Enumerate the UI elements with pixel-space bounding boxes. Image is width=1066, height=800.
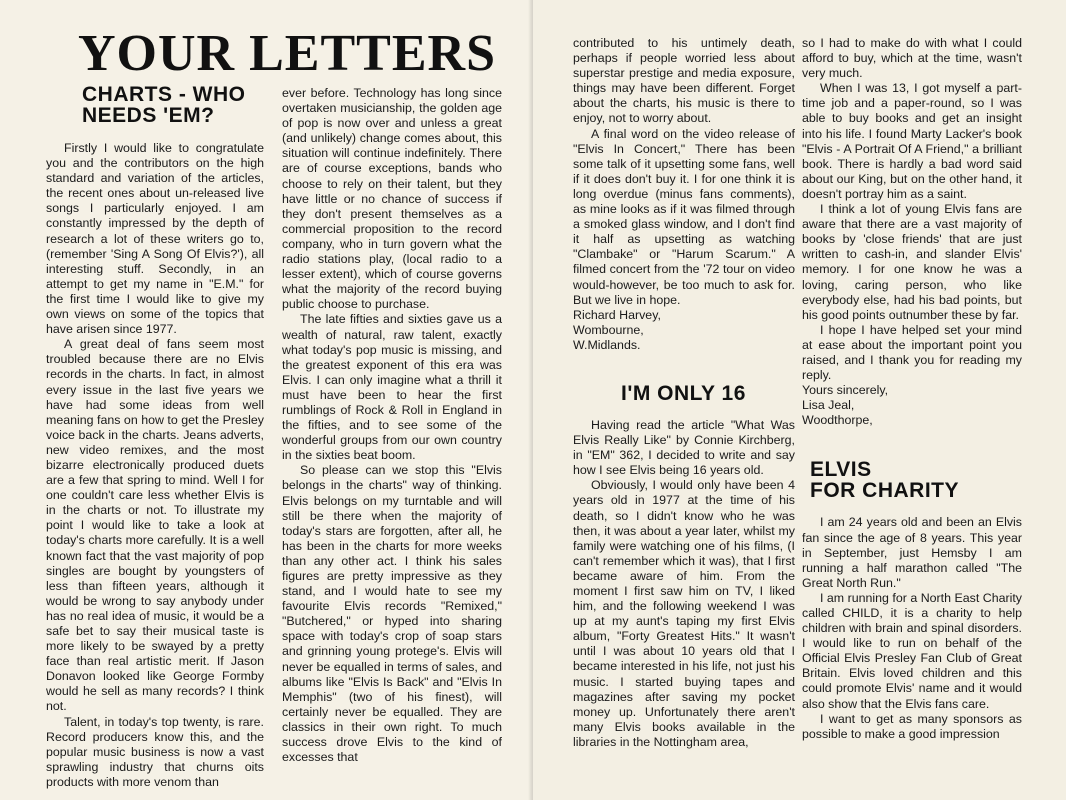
- paragraph: contributed to his untimely death, perhaps if people worried less about superstar prestige and media exposure, things may have been different. Forget about the charts, his music is there to enjoy, not to worry about.: [573, 36, 795, 126]
- letter-1-heading: CHARTS - WHO NEEDS 'EM?: [82, 83, 246, 127]
- paragraph: Talent, in today's top twenty, is rare. Record producers know this, and the popular music business is now a vast sprawling industry that churns oits products with more venom than: [46, 714, 264, 789]
- letter-2-heading: I'M ONLY 16: [621, 381, 746, 405]
- paragraph: so I had to make do with what I could afford to buy, which at the time, wasn't very much.: [802, 36, 1022, 81]
- paragraph: A great deal of fans seem most troubled because there are no Elvis records in the charts. In fact, in almost every issue in the last five years we have had some ideas from well meaning fans on how to get the Presley voice back in the charts. Jeans adverts, new video remixes, and the most bizarre electronically produced duets are a few that spring to mind. Well I for one couldn't care less whether Elvis is in the charts or not. To illustrate my point I would like to take a look at today's charts more carefully. It is a well known fact that the vast majority of pop singles are bought by youngsters of less than fifteen years, although it would be wrong to say anybody under has no real idea of music, it would be a safe bet to say their musical taste is more likely to be swayed by a pretty face than real artistic merit. If Jason Donavon looked like George Formby would he sell as many records? I think not.: [46, 337, 264, 714]
- paragraph: So please can we stop this "Elvis belongs in the charts" way of thinking. Elvis belongs on my turntable and will still be there when the majority of today's stars are forgotten, after all, he has been in the charts for more weeks than any other act. I think his sales figures are pretty impressive as they stand, and I would hate to see my favourite Elvis records "Remixed," "Butchered," or hyped into sharing space with today's crop of soap stars and grinning young protege's. Elvis will never be equalled in terms of sales, and albums like "Elvis Is Back" and "Elvis In Memphis" (two of his finest), will certainly never be equalled. They are classics in their own right. To much success drove Elvis to the kind of excesses that: [282, 463, 502, 765]
- signature-line: Wombourne,: [573, 322, 644, 337]
- column-1: [46, 84, 264, 790]
- page-title: YOUR LETTERS: [78, 25, 496, 82]
- signature-line: W.Midlands.: [573, 337, 641, 352]
- paragraph: I want to get as many sponsors as possible to make a good impression: [802, 711, 1022, 741]
- paragraph: I am 24 years old and been an Elvis fan since the age of 8 years. This year in September, just Hemsby I am running a half marathon called "The Great North Run.": [802, 515, 1022, 590]
- signature-line: Yours sincerely,: [802, 383, 889, 398]
- paragraph: ever before. Technology has long since overtaken musicianship, the golden age of pop is now over and unless a great (and unlikely) change comes about, this situation will continue indefinitely. There are of course exceptions, bands who choose to rely on their talent, but they have little or no chance of success if they don't present themselves as a commercial proposition to the record company, who in turn govern what the radio stations play, (local radio to a lesser extent), which of course governs what the majority of the record buying public choose to purchase.: [282, 86, 502, 312]
- column-4: [802, 36, 1022, 742]
- signature-line: Woodthorpe,: [802, 413, 873, 428]
- paragraph: Obviously, I would only have been 4 years old in 1977 at the time of his death, so I didn't know who he was then, it was about a year later, whilst my family were watching one of his films, (I can't remember which it was), that I first became aware of him. From the moment I first saw him on TV, I liked him, and the following weekend I was up at my aunt's taping my first Elvis album, "Forty Greatest Hits." It wasn't until I was about 10 years old that I became interested in his life, not just his music. I started buying tapes and magazines after saving my pocket money up. Unfortunately there aren't many Elvis books available in the libraries in the Nottingham area,: [573, 478, 795, 749]
- paragraph: When I was 13, I got myself a part-time job and a paper-round, so I was able to buy books and get an insight into his life. I found Marty Lacker's book "Elvis - A Portrait Of A Friend," a brilliant book. There is hardly a bad word said about our King, but on the other hand, it doesn't portray him as a saint.: [802, 81, 1022, 201]
- letter-3-heading: ELVIS FOR CHARITY: [810, 458, 959, 503]
- right-page: [533, 0, 1066, 800]
- paragraph: I hope I have helped set your mind at ease about the important point you raised, and I thank you for reading my reply.: [802, 322, 1022, 383]
- column-2: [282, 86, 502, 765]
- paragraph: Having read the article "What Was Elvis Really Like" by Connie Kirchberg, in "EM" 362, I decided to write and say how I see Elvis being 16 years old.: [573, 417, 795, 478]
- paragraph: A final word on the video release of "Elvis In Concert," There has been some talk of it upsetting some fans, well if it does don't buy it. I for one think it is long overdue (minus fans comments), as mine looks as if it was filmed through a smoked glass window, and I don't find it half as upsetting as watching "Clambake" or "Harum Scarum." A filmed concert from the '72 tour on video would-however, be too much to ask for. But we live in hope.: [573, 126, 795, 307]
- paragraph: I am running for a North East Charity called CHILD, it is a charity to help children with brain and spinal disorders. I would like to run on behalf of the Official Elvis Presley Fan Club of Great Britain. Elvis loved children and this could promote Elvis' name and it would also show that the Elvis fans care.: [802, 590, 1022, 711]
- column-3: [573, 36, 795, 750]
- signature-line: Lisa Jeal,: [802, 398, 855, 413]
- paragraph: The late fifties and sixties gave us a wealth of natural, raw talent, exactly what today's pop music is missing, and the greatest exponent of this era was Elvis. I can only imagine what a thrill it must have been to hear the first rumblings of Rock & Roll in England in the fifties, and to see some of the wonderful groups from our own country in the sixties beat boom.: [282, 312, 502, 463]
- paragraph: I think a lot of young Elvis fans are aware that there are a vast majority of books by 'close friends' that are just written to cash-in, and slander Elvis' memory. I for one know he was a loving, caring person, who like everybody else, had his bad points, but his good points outnumber these by far.: [802, 202, 1022, 322]
- signature-line: Richard Harvey,: [573, 307, 661, 322]
- paragraph: Firstly I would like to congratulate you and the contributors on the high standard and variation of the articles, the recent ones about un-released live songs I particularly enjoyed. I am constantly impressed by the depth of research a lot of these writers go to, (remember 'Sing A Song Of Elvis?'), all interesting stuff. Secondly, in an attempt to get my name in "E.M." for the first time I would like to give my own views on some of the topics that have arisen since 1977.: [46, 141, 264, 337]
